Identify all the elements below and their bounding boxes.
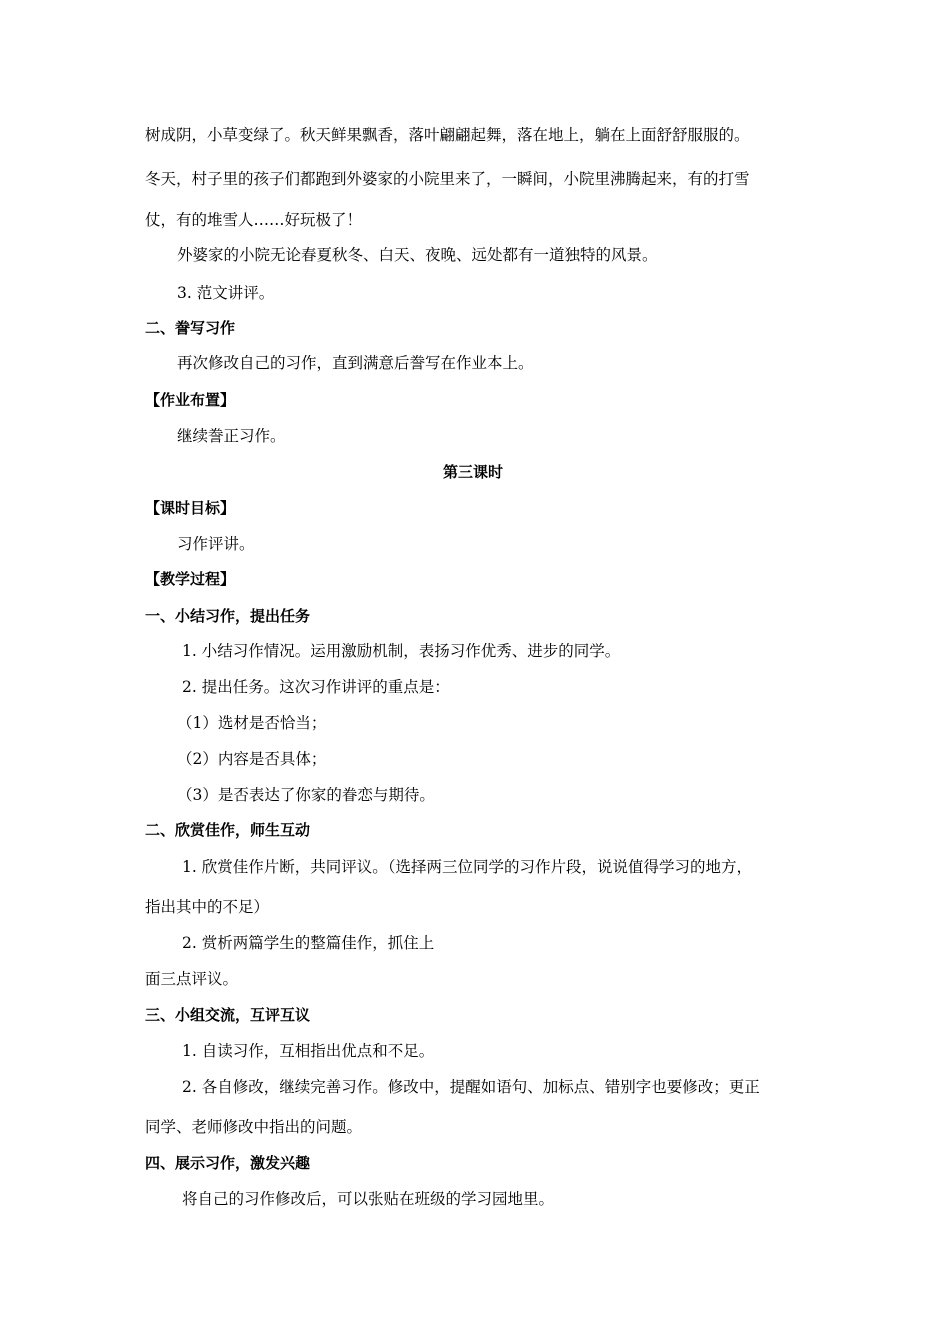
list-item: 1. 欣赏佳作片断，共同评议。（选择两三位同学的习作片段，说说值得学习的地方，: [182, 858, 752, 876]
list-item: 3. 范文讲评。: [177, 284, 275, 302]
paragraph-line: 同学、老师修改中指出的问题。: [145, 1118, 363, 1136]
paragraph-line: 再次修改自己的习作，直到满意后誊写在作业本上。: [177, 354, 534, 372]
section-heading: 四、展示习作，激发兴趣: [145, 1154, 311, 1172]
lesson-title: 第三课时: [443, 463, 504, 481]
section-heading: 【教学过程】: [145, 570, 236, 588]
paragraph-line: 树成阴，小草变绿了。秋天鲜果飘香，落叶翩翩起舞，落在地上，躺在上面舒舒服服的。: [145, 126, 750, 144]
section-heading: 【作业布置】: [145, 391, 236, 409]
section-heading: 二、欣赏佳作，师生互动: [145, 821, 311, 839]
section-heading: 二、誊写习作: [145, 319, 236, 337]
list-item: （2）内容是否具体；: [177, 750, 327, 768]
paragraph-line: 外婆家的小院无论春夏秋冬、白天、夜晚、远处都有一道独特的风景。: [177, 246, 658, 264]
paragraph-line: 继续誊正习作。: [177, 427, 286, 445]
list-item: 1. 自读习作，互相指出优点和不足。: [182, 1042, 435, 1060]
section-heading: 三、小组交流，互评互议: [145, 1006, 311, 1024]
list-item: 1. 小结习作情况。运用激励机制，表扬习作优秀、进步的同学。: [182, 642, 621, 660]
list-item: （3）是否表达了你家的眷恋与期待。: [177, 786, 435, 804]
paragraph-line: 习作评讲。: [177, 535, 255, 553]
section-heading: 一、小结习作，提出任务: [145, 607, 311, 625]
list-item: 2. 赏析两篇学生的整篇佳作，抓住上: [182, 934, 435, 952]
paragraph-line: 仗，有的堆雪人……好玩极了！: [145, 211, 363, 229]
list-item: 2. 各自修改，继续完善习作。修改中，提醒如语句、加标点、错别字也要修改；更正: [182, 1078, 760, 1096]
paragraph-line: 指出其中的不足）: [145, 898, 270, 916]
list-item: 2. 提出任务。这次习作讲评的重点是：: [182, 678, 450, 696]
paragraph-line: 面三点评议。: [145, 970, 239, 988]
section-heading: 【课时目标】: [145, 499, 236, 517]
paragraph-line: 冬天，村子里的孩子们都跑到外婆家的小院里来了，一瞬间，小院里沸腾起来，有的打雪: [145, 170, 750, 188]
list-item: （1）选材是否恰当；: [177, 714, 327, 732]
paragraph-line: 将自己的习作修改后，可以张贴在班级的学习园地里。: [182, 1190, 555, 1208]
